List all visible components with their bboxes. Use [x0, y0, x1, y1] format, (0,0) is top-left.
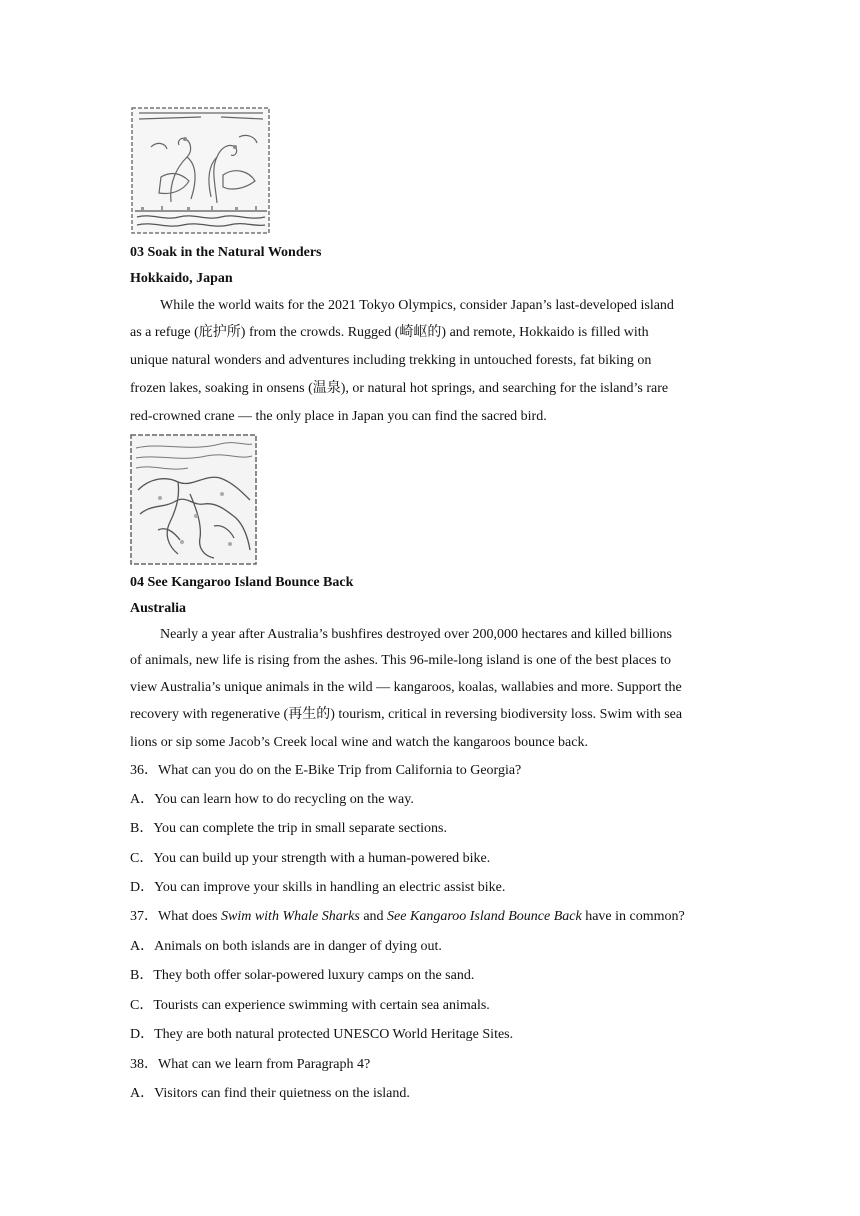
- answer-option-b: B．You can complete the trip in small separate sections.: [130, 821, 448, 836]
- section-4-title: 04 See Kangaroo Island Bounce Back: [130, 575, 354, 590]
- stem-title-italic: See Kangaroo Island Bounce Back: [387, 909, 582, 924]
- answer-option-a: A．Animals on both islands are in danger of dying out.: [130, 939, 442, 954]
- stem-title-italic: Swim with Whale Sharks: [220, 909, 360, 924]
- question-stem: 36．What can you do on the E-Bike Trip from California to Georgia?: [130, 763, 522, 778]
- answer-option-a: A．You can learn how to do recycling on the way.: [130, 792, 414, 807]
- paragraph-line: While the world waits for the 2021 Tokyo Olympics, consider Japan’s last-developed island: [160, 298, 674, 313]
- paragraph-line: as a refuge (庇护所) from the crowds. Rugged (崎岖的) and remote, Hokkaido is filled with: [130, 325, 649, 340]
- paragraph-line: recovery with regenerative (再生的) tourism, critical in reversing biodiversity loss. Swim with sea: [130, 707, 683, 722]
- question-stem: 38．What can we learn from Paragraph 4?: [130, 1057, 371, 1072]
- section-3-location: Hokkaido, Japan: [130, 271, 233, 286]
- paragraph-line: frozen lakes, soaking in onsens (温泉), or natural hot springs, and searching for the island’s rare: [130, 381, 669, 396]
- stem-text: 37．What does: [130, 909, 221, 924]
- paragraph-line: lions or sip some Jacob’s Creek local wine and watch the kangaroos bounce back.: [130, 735, 588, 750]
- island-illustration-icon: [130, 434, 258, 566]
- answer-option-d: D．You can improve your skills in handling an electric assist bike.: [130, 880, 506, 895]
- paragraph-line: unique natural wonders and adventures including trekking in untouched forests, fat biking on: [130, 353, 652, 368]
- answer-option-c: C．Tourists can experience swimming with certain sea animals.: [130, 998, 490, 1013]
- answer-option-a: A．Visitors can find their quietness on the island.: [130, 1086, 410, 1101]
- paragraph-line: Nearly a year after Australia’s bushfires destroyed over 200,000 hectares and killed billions: [160, 627, 673, 642]
- crane-illustration-icon: [131, 107, 271, 235]
- paragraph-line: view Australia’s unique animals in the wild — kangaroos, koalas, wallabies and more. Support the: [130, 680, 682, 695]
- stem-text: have in common?: [581, 909, 685, 924]
- question-stem: [130, 908, 685, 926]
- paragraph-line: of animals, new life is rising from the ashes. This 96-mile-long island is one of the best places to: [130, 653, 671, 668]
- answer-option-b: B．They both offer solar-powered luxury camps on the sand.: [130, 968, 475, 983]
- answer-option-d: D．They are both natural protected UNESCO World Heritage Sites.: [130, 1027, 514, 1042]
- section-4-location: Australia: [130, 601, 186, 616]
- answer-option-c: C．You can build up your strength with a human-powered bike.: [130, 851, 491, 866]
- stem-text: and: [359, 909, 388, 924]
- section-3-title: 03 Soak in the Natural Wonders: [130, 245, 322, 260]
- paragraph-line: red-crowned crane — the only place in Japan you can find the sacred bird.: [130, 409, 547, 424]
